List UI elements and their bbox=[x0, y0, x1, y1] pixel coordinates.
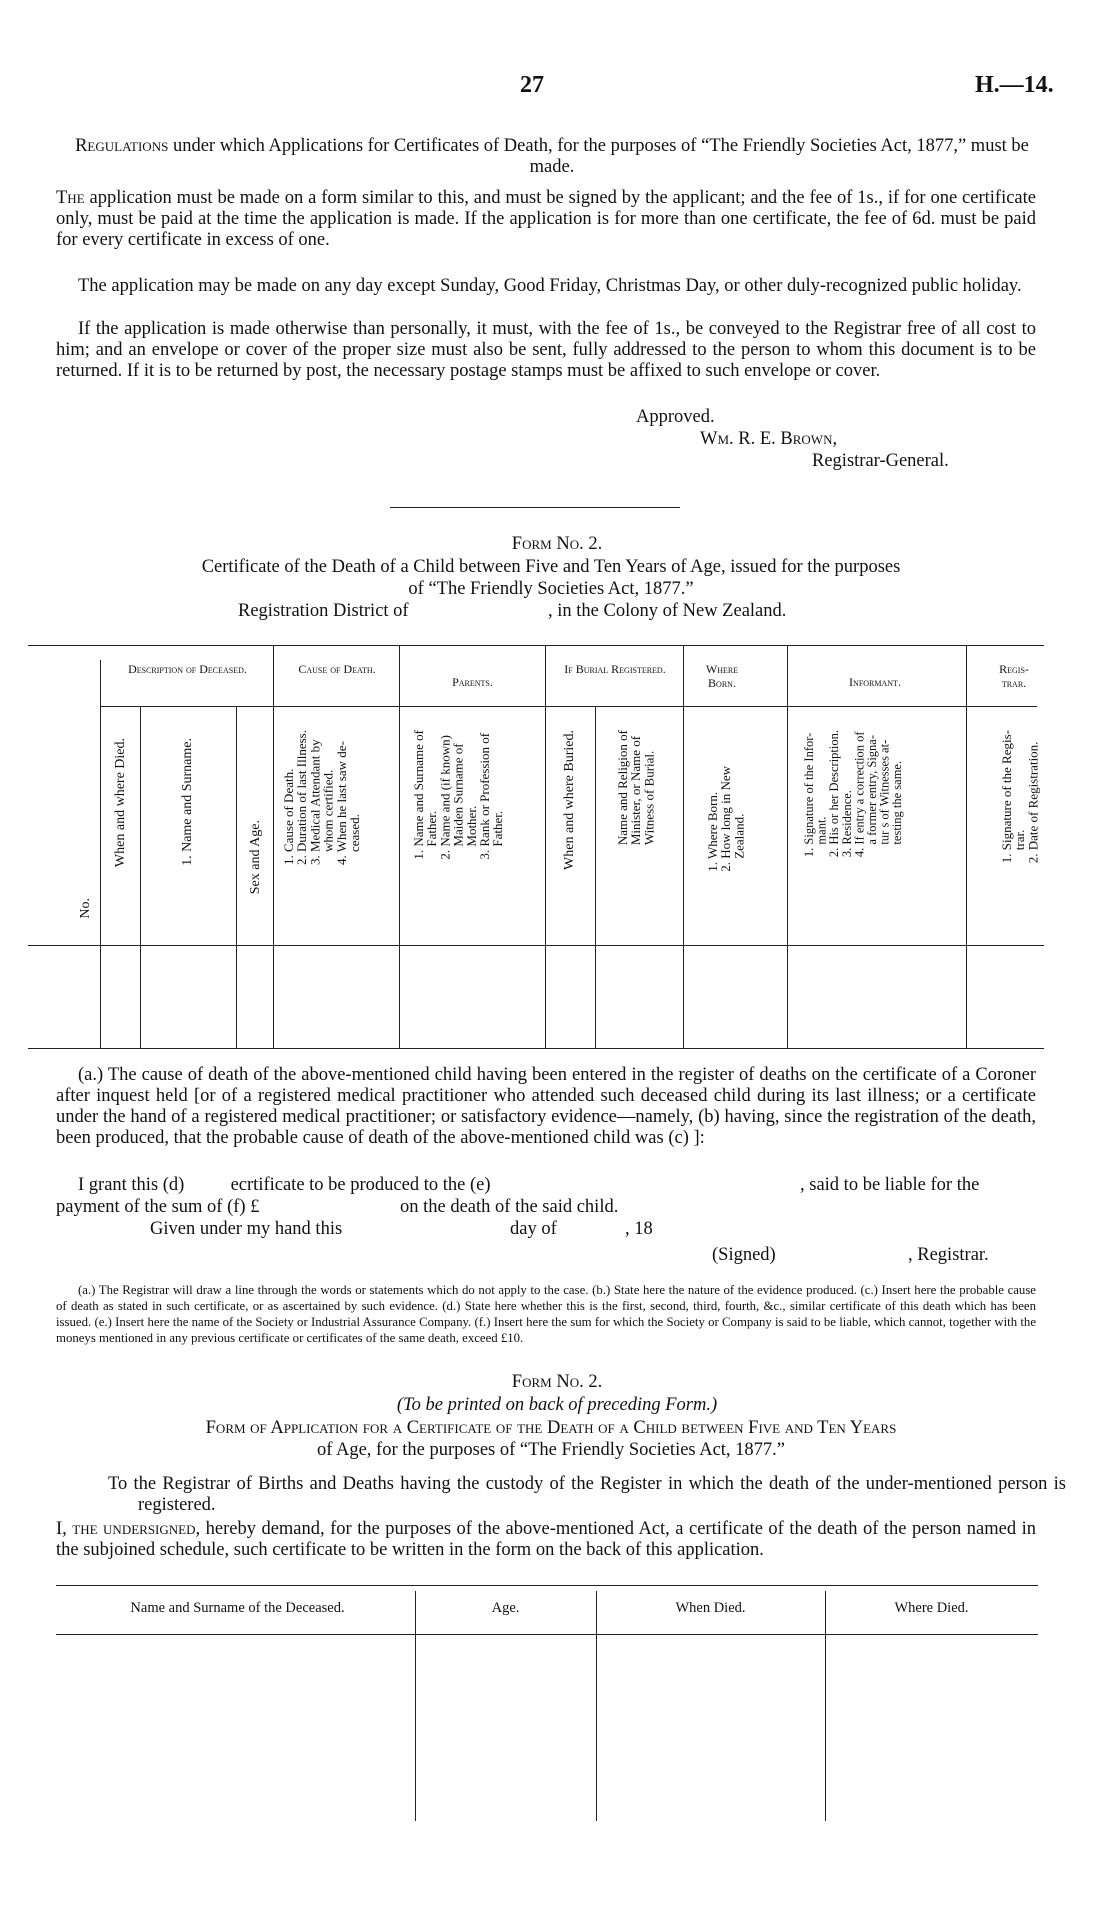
registration-district-label: Registration District of bbox=[238, 601, 409, 621]
group-if-burial-registered: If Burial Registered. bbox=[564, 662, 666, 676]
form2-subheading: (To be printed on back of preceding Form.) bbox=[396, 1395, 718, 1415]
regulations-title-text: under which Applications for Certificates of Death, for the purposes of “The Friendly Societies Act, 1877,” must be made. bbox=[168, 136, 1029, 177]
header-age: Age. bbox=[491, 1600, 520, 1616]
column-when-where-buried: When and where Buried. bbox=[562, 730, 577, 870]
footnotes: (a.) The Registrar will draw a line through the words or statements which do not apply to the case. (b.) State here the nature of the evidence produced. (c.) Insert here the probable cause of death as stated in such certificate, or as ascertained by such evidence. (d.) State here whether this is the first, second, third, fourth, &c., similar certificate of this death which has been issued. (e.) Insert here the name of the Society or Industrial Assurance Company. (f.) Insert here the sum for which the Society or Company is said to be liable, which cannot, together with the moneys mentioned in any previous certificate or certificates of the same death, exceed £10. bbox=[56, 1283, 1036, 1345]
regulations-p1-text: application must be made on a form similar to this, and must be signed by the applicant; and the fee of 1s., if for one certificate only, must be paid at the time the application is made. If the application is for more than one certificate, the fee of 6d. must be paid for every certificate in excess of one. bbox=[56, 188, 1036, 250]
payment-line-b: on the death of the said child. bbox=[400, 1197, 619, 1217]
column-minister-witness: Name and Religion of Minister, or Name of Witness of Burial. bbox=[615, 730, 657, 846]
colony-label: , in the Colony of New Zealand. bbox=[548, 601, 787, 621]
column-sex-age: Sex and Age. bbox=[248, 820, 263, 895]
grant-line-a: I grant this (d) ecrtificate to be produced to the (e) bbox=[78, 1175, 491, 1195]
group-informant: Informant. bbox=[849, 675, 901, 689]
registrar-general-name: Wm. R. E. Brown, bbox=[700, 429, 838, 449]
column-no: No. bbox=[78, 898, 93, 919]
regulations-title bbox=[72, 136, 1032, 178]
column-registrar-details: 1. Signature of the Regis- trar. 2. Date of Registration. bbox=[999, 730, 1041, 864]
given-line-c: , 18 bbox=[625, 1219, 653, 1239]
header-when-died: When Died. bbox=[675, 1600, 746, 1616]
regulations-paragraph-3: If the application is made otherwise than personally, it must, with the fee of 1s., be conveyed to the Registrar free of all cost to him; and an envelope or cover of the proper size must also be sent, fully addressed to the person to whom this document is to be returned. If it is to be returned by post, the necessary postage stamps must be affixed to such envelope or cover. bbox=[56, 319, 1036, 381]
registrar-label: , Registrar. bbox=[908, 1245, 989, 1265]
to-registrar-text: To the Registrar of Births and Deaths having the custody of the Register in which the death of the under-mentioned person is registered. bbox=[108, 1474, 1066, 1515]
group-description-of-deceased: Description of Deceased. bbox=[128, 662, 247, 676]
approved-text: Approved. bbox=[636, 407, 715, 427]
group-cause-of-death: Cause of Death. bbox=[298, 662, 376, 676]
demand-text: hereby demand, for the purposes of the above-mentioned Act, a certificate of the death of the person named in the subjoined schedule, such certificate to be written in the form on the back of this application. bbox=[56, 1519, 1036, 1560]
form2-title-line1: Form of Application for a Certificate of the Death of a Child between Five and Ten Years bbox=[205, 1418, 897, 1438]
section-divider bbox=[390, 507, 680, 508]
regulations-p1-word: The bbox=[56, 188, 85, 208]
given-line-a: Given under my hand this bbox=[150, 1219, 343, 1239]
column-parents-details: 1. Name and Surname of Father. 2. Name and (if known) Maiden Surname of Mother. 3. Rank or Profession of Father. bbox=[411, 730, 506, 860]
form2-heading: Form No. 2. bbox=[511, 1372, 603, 1392]
form1-heading: Form No. 2. bbox=[511, 534, 603, 554]
regulations-paragraph-1 bbox=[56, 188, 1036, 251]
column-when-where-died: When and where Died. bbox=[113, 738, 128, 868]
regulations-paragraph-2: The application may be made on any day except Sunday, Good Friday, Christmas Day, or other duly-recognized public holiday. bbox=[78, 276, 1022, 296]
group-parents: Parents. bbox=[452, 675, 493, 689]
form1-title-line1: Certificate of the Death of a Child between Five and Ten Years of Age, issued for the purposes bbox=[201, 557, 901, 577]
group-where-born: Where Born. bbox=[705, 662, 739, 690]
regulations-title-word: Regulations bbox=[75, 136, 169, 156]
demand-lead: I, the undersigned, bbox=[56, 1519, 201, 1539]
form2-title-line2: of Age, for the purposes of “The Friendly Societies Act, 1877.” bbox=[316, 1440, 786, 1460]
column-informant-details: 1. Signature of the Infor- mant. 2. His or her Description. 3. Residence. 4. If entry a correction of a former entry, Signa- tur s of Witnesses at- testing the same. bbox=[802, 730, 905, 858]
signed-label: (Signed) bbox=[712, 1245, 776, 1265]
header-where-died: Where Died. bbox=[894, 1600, 969, 1616]
grant-line-b: , said to be liable for the bbox=[800, 1175, 980, 1195]
registrar-general-title: Registrar-General. bbox=[812, 451, 949, 471]
column-cause-details: 1. Cause of Death. 2. Duration of last Illness. 3. Medical Attendant by whom certified. 4. When he last saw de- ceased. bbox=[281, 730, 363, 866]
given-line-b: day of bbox=[510, 1219, 557, 1239]
payment-line-a: payment of the sum of (f) £ bbox=[56, 1197, 260, 1217]
form1-title-line2: of “The Friendly Societies Act, 1877.” bbox=[408, 579, 694, 599]
document-reference: H.—14. bbox=[975, 72, 1054, 98]
header-name-surname-deceased: Name and Surname of the Deceased. bbox=[130, 1600, 345, 1616]
column-name-surname: 1. Name and Surname. bbox=[180, 738, 195, 866]
certificate-body: (a.) The cause of death of the above-mentioned child having been entered in the register of deaths on the certificate of a Coroner after inquest held [or of a registered medical practitioner who attended such deceased child during its last illness; or a certificate under the hand of a registered medical practitioner; or satisfactory evidence—namely, (b) having, since the registration of the death, been produced, that the probable cause of death of the above-mentioned child was (c) ]: bbox=[56, 1065, 1036, 1148]
column-where-born: 1. Where Born. 2. How long in New Zealand. bbox=[705, 766, 747, 872]
group-registrar: Regis- trar. bbox=[999, 662, 1029, 690]
demand-paragraph bbox=[56, 1519, 1036, 1561]
page-number: 27 bbox=[520, 72, 544, 98]
